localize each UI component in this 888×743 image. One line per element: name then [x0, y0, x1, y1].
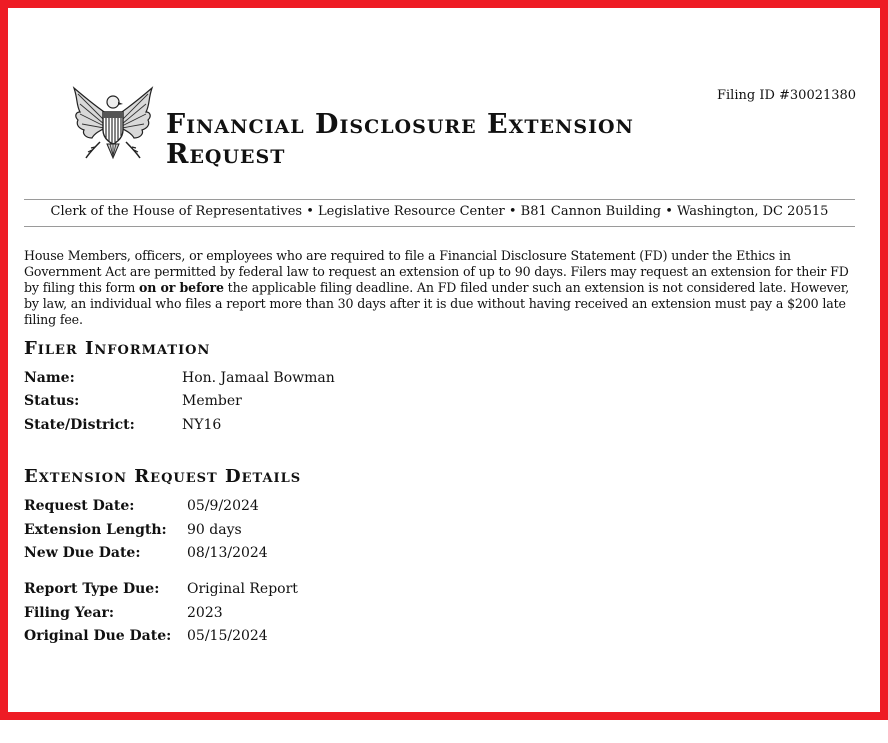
field-value: Hon. Jamaal Bowman [182, 370, 335, 386]
field-value: 05/15/2024 [187, 628, 268, 644]
header-divider-top [24, 199, 855, 200]
document-title: Financial Disclosure Extension Request [166, 109, 634, 170]
field-label: Status: [24, 393, 80, 409]
filing-id: Filing ID #30021380 [717, 88, 857, 103]
field-value: 05/9/2024 [187, 498, 259, 514]
field-label: Request Date: [24, 498, 135, 514]
field-value: NY16 [182, 417, 222, 433]
field-value: Member [182, 393, 242, 409]
filer-information-heading: Filer Information [24, 338, 211, 359]
header-divider-bottom [24, 226, 855, 227]
field-value: Original Report [187, 581, 298, 597]
field-value: 08/13/2024 [187, 545, 268, 561]
field-label: Filing Year: [24, 605, 115, 621]
field-value: 90 days [187, 522, 242, 538]
field-label: Original Due Date: [24, 628, 172, 644]
field-label: State/District: [24, 417, 135, 433]
intro-emphasis: on or before [138, 280, 224, 295]
field-label: New Due Date: [24, 545, 141, 561]
intro-text-part2: the applicable filing deadline. An FD filed under such an extension is not considered late. However, by law, an individual who files a report more than 30 days after it is due without having received an extension must pay a $200 late filing fee. [24, 280, 850, 327]
field-label: Extension Length: [24, 522, 167, 538]
intro-paragraph [24, 248, 860, 328]
house-eagle-seal-icon [70, 86, 156, 164]
field-value: 2023 [187, 605, 223, 621]
page-bottom-margin [0, 720, 888, 743]
extension-details-heading: Extension Request Details [24, 466, 302, 487]
clerk-address-line: Clerk of the House of Representatives • Legislative Resource Center • B81 Cannon Building • Washington, DC 20515 [50, 204, 829, 219]
field-label: Report Type Due: [24, 581, 160, 597]
intro-text-part1: House Members, officers, or employees who are required to file a Financial Disclosure Statement (FD) under the Ethics in Government Act are permitted by federal law to request an extension of up to 90 days. Filers may request an extension for their FD by filing this form [24, 248, 849, 295]
field-label: Name: [24, 370, 75, 386]
